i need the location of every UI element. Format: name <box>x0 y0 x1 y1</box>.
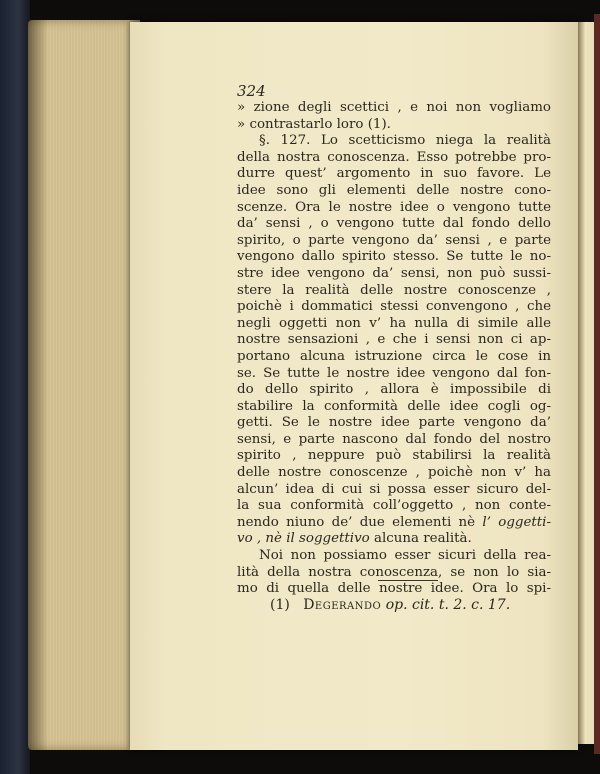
text-line: » zione degli scettici , e noi non vogliamo <box>237 100 551 115</box>
text-fragment: vo , nè il <box>237 531 295 547</box>
text-line: la sua conformità coll’oggetto , non conte- <box>237 498 551 514</box>
body-text <box>237 100 551 598</box>
text-line: poichè i dommatici stessi convengono , che <box>237 299 551 315</box>
text-line: portano alcuna istruzione circa le cose in <box>237 348 551 364</box>
text-line: spirito, o parte vengono da’ sensi , e parte <box>237 232 551 248</box>
text-line <box>237 515 551 532</box>
book-cover-edge <box>594 14 600 754</box>
italic-term: soggettivo <box>299 531 370 547</box>
page-number: 324 <box>237 82 266 100</box>
text-line: della nostra conoscenza. Esso potrebbe pro- <box>237 149 551 165</box>
text-line: da’ sensi , o vengono tutte dal fondo dello <box>237 216 551 232</box>
footnote-divider <box>378 580 438 581</box>
text-line: alcun’ idea di cui si possa esser sicuro del- <box>237 481 551 497</box>
text-line: mo di quella delle nostre idee. Ora lo spi- <box>237 581 551 597</box>
text-line: do dello spirito , allora è impossibile di <box>237 382 551 398</box>
text-line: idee sono gli elementi delle nostre cono- <box>237 182 551 198</box>
text-line: durre quest’ argomento in suo favore. Le <box>237 166 551 182</box>
fore-edge-shadow <box>28 20 48 750</box>
text-line: se. Se tutte le nostre idee vengono dal fon- <box>237 365 551 381</box>
background-left <box>0 0 30 774</box>
text-line: stere la realità delle nostre conoscenze , <box>237 282 551 298</box>
text-line: negli oggetti non v’ ha nulla di simile alle <box>237 315 551 331</box>
text-line: stabilire la conformità delle idee cogli og- <box>237 398 551 414</box>
paragraph-start: §. 127. Lo scetticismo niega la realità <box>259 133 551 149</box>
text-line: scenze. Ora le nostre idee o vengono tutte <box>237 199 551 215</box>
text-line: vengono dallo spirito stesso. Se tutte le no- <box>237 249 551 265</box>
text-line: sensi, e parte nascono dal fondo del nostro <box>237 431 551 447</box>
text-line <box>237 531 551 548</box>
text-fragment: nendo niuno de’ due elementi nè <box>237 514 476 530</box>
text-fragment: alcuna realità. <box>369 531 472 547</box>
text-line: stre idee vengono da’ sensi, non può sussi- <box>237 265 551 281</box>
text-line: delle nostre conoscenze , poichè non v’ ha <box>237 465 551 481</box>
text-line: lità della nostra conoscenza, se non lo sia- <box>237 564 551 580</box>
text-line: getti. Se le nostre idee parte vengono da’ <box>237 415 551 431</box>
footnote-marker: (1) <box>270 597 290 613</box>
text-line: spirito , neppure può stabilirsi la realità <box>237 448 551 464</box>
italic-term: l’ oggetti- <box>482 514 551 530</box>
footnote-reference: op. cit. t. 2. c. 17. <box>385 597 511 613</box>
text-line: » contrastarlo loro (1). <box>237 116 391 132</box>
paragraph-start: Noi non possiamo esser sicuri della rea- <box>259 548 551 564</box>
footnote-author: Degerando <box>303 597 382 613</box>
text-line: nostre sensazioni , e che i sensi non ci ap- <box>237 332 551 348</box>
footnote <box>270 597 560 613</box>
